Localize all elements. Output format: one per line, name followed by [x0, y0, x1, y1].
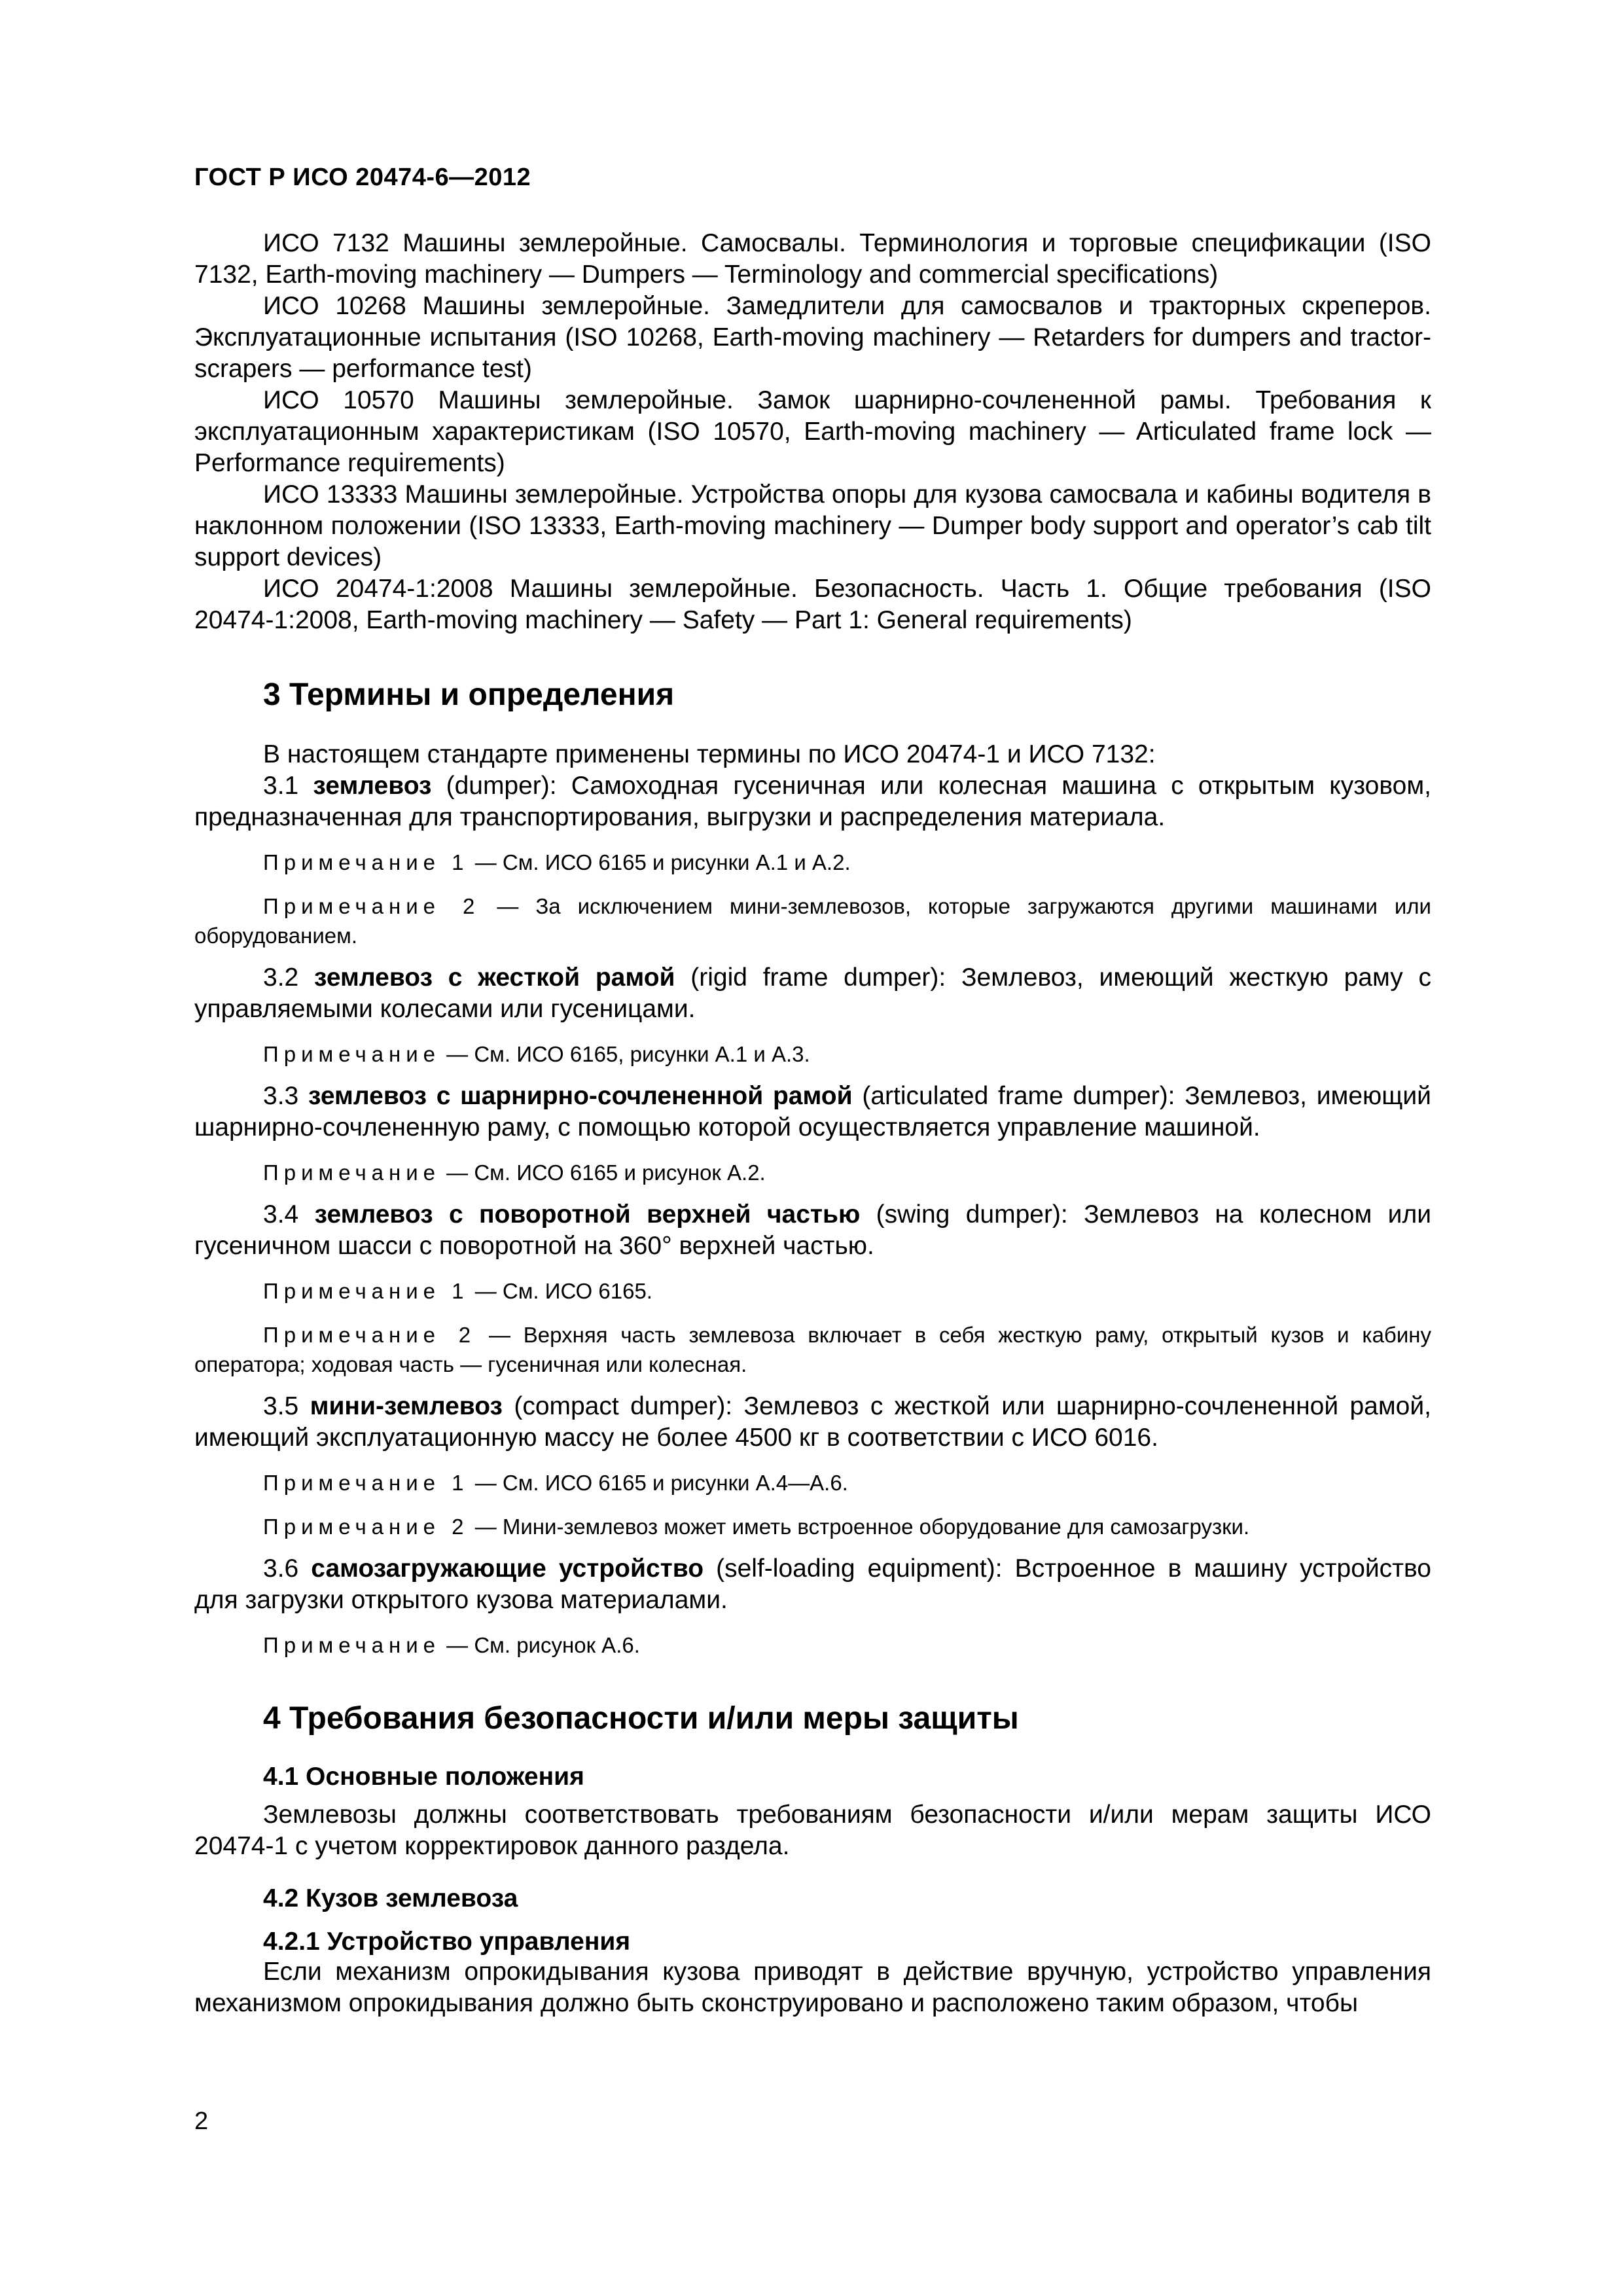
section-3-heading: 3 Термины и определения [263, 677, 675, 712]
term-text: (swing dumper): Землевоз на колесном или гусеничном шасси с поворотной на 360° верхней частью. [194, 1200, 1431, 1260]
term-definition [194, 1391, 1431, 1454]
term-note [194, 1630, 1431, 1660]
page-content [194, 228, 1431, 2019]
subsection-4-2-1-heading: 4.2.1 Устройство управления [263, 1928, 631, 1956]
term-text: (rigid frame dumper): Землевоз, имеющий жесткую раму с управляемыми колесами или гусеницами. [194, 963, 1431, 1023]
term-note [194, 848, 1431, 877]
references-list [194, 228, 1431, 636]
terms-list [194, 770, 1431, 1660]
term-note [194, 1158, 1431, 1187]
reference-item: ИСО 13333 Машины землеройные. Устройства опоры для кузова самосвала и кабины водителя в наклонном положении (ISO 13333, Earth-moving machinery — Dumper body support and operator’s cab tilt support devices) [194, 480, 1431, 571]
term-name: землевоз с поворотной верхней частью [314, 1200, 861, 1229]
page-number: 2 [194, 2108, 209, 2135]
term-definition [194, 770, 1431, 833]
subsection-4-2-1-text: Если механизм опрокидывания кузова приводят в действие вручную, устройство управления механизмом опрокидывания должно быть сконструировано и расположено таким образом, чтобы [194, 1958, 1431, 2017]
note-label: Примечание 2 [263, 894, 480, 918]
note-text: — См. ИСО 6165 и рисунки А.4—А.6. [469, 1471, 848, 1495]
reference-item: ИСО 7132 Машины землеройные. Самосвалы. Терминология и торговые спецификации (ISO 7132, Earth-moving machinery — Dumpers — Terminology and commercial specifications) [194, 229, 1431, 289]
term-note [194, 1276, 1431, 1306]
reference-item: ИСО 10570 Машины землеройные. Замок шарнирно-сочлененной рамы. Требования к эксплуатационным характеристикам (ISO 10570, Earth-moving machinery — Articulated frame lock — Performance requirements) [194, 386, 1431, 477]
note-label: Примечание [263, 1633, 441, 1657]
section-3-intro: В настоящем стандарте применены термины по ИСО 20474-1 и ИСО 7132: [263, 740, 1156, 768]
term-note [194, 891, 1431, 950]
term-note [194, 1320, 1431, 1379]
subsection-4-2-heading: 4.2 Кузов землевоза [263, 1884, 518, 1912]
note-label: Примечание 2 [263, 1515, 469, 1539]
term-definition [194, 1553, 1431, 1616]
section-4-heading: 4 Требования безопасности и/или меры защиты [263, 1701, 1019, 1736]
subsection-4-1-heading: 4.1 Основные положения [263, 1763, 584, 1791]
note-text: — См. рисунок А.6. [440, 1633, 640, 1657]
term-number: 3.1 [263, 772, 313, 800]
term-number: 3.4 [263, 1200, 315, 1229]
term-definition [194, 1081, 1431, 1143]
term-number: 3.3 [263, 1082, 308, 1110]
term-name: самозагружающие устройство [311, 1554, 704, 1583]
term-text: (self-loading equipment): Встроенное в машину устройство для загрузки открытого кузова материалами. [194, 1554, 1432, 1614]
note-text: — См. ИСО 6165. [469, 1279, 652, 1303]
note-text: — См. ИСО 6165, рисунки А.1 и А.3. [440, 1042, 810, 1066]
note-text: — Верхняя часть землевоза включает в себя жесткую раму, открытый кузов и кабину оператора; ходовая часть — гусеничная или колесная. [194, 1323, 1431, 1376]
term-name: землевоз с жесткой рамой [313, 963, 675, 992]
note-label: Примечание 1 [263, 850, 469, 874]
note-text: — Мини-землевоз может иметь встроенное оборудование для самозагрузки. [469, 1515, 1250, 1539]
term-note [194, 1468, 1431, 1498]
reference-item: ИСО 20474-1:2008 Машины землеройные. Безопасность. Часть 1. Общие требования (ISO 20474-1:2008, Earth-moving machinery — Safety — Part 1: General requirements) [194, 575, 1431, 634]
term-text: (articulated frame dumper): Землевоз, имеющий шарнирно-сочлененную раму, с помощью которой осуществляется управление машиной. [194, 1082, 1431, 1141]
term-number: 3.5 [263, 1392, 310, 1420]
note-text: — См. ИСО 6165 и рисунки А.1 и А.2. [469, 850, 851, 874]
note-label: Примечание 2 [263, 1323, 476, 1347]
note-label: Примечание [263, 1042, 441, 1066]
term-number: 3.6 [263, 1554, 312, 1583]
term-definition [194, 962, 1431, 1025]
term-text: (compact dumper): Землевоз с жесткой или шарнирно-сочлененной рамой, имеющий эксплуатационную массу не более 4500 кг в соответствии с ИСО 6016. [194, 1392, 1431, 1452]
term-text: (dumper): Самоходная гусеничная или колесная машина с открытым кузовом, предназначенная для транспортирования, выгрузки и распределения материала. [194, 772, 1431, 831]
note-label: Примечание [263, 1160, 441, 1185]
note-label: Примечание 1 [263, 1471, 469, 1495]
note-text: — См. ИСО 6165 и рисунок А.2. [440, 1160, 766, 1185]
note-label: Примечание 1 [263, 1279, 469, 1303]
note-text: — За исключением мини-землевозов, которые загружаются другими машинами или оборудованием. [194, 894, 1431, 948]
reference-item: ИСО 10268 Машины землеройные. Замедлители для самосвалов и тракторных скреперов. Эксплуатационные испытания (ISO 10268, Earth-moving machinery — Retarders for dumpers and tractor-scrapers — performance test) [194, 292, 1431, 383]
term-definition [194, 1199, 1431, 1262]
term-number: 3.2 [263, 963, 314, 992]
term-note [194, 1512, 1431, 1541]
standard-header: ГОСТ Р ИСО 20474-6—2012 [194, 164, 531, 191]
term-note [194, 1039, 1431, 1069]
term-name: мини-землевоз [310, 1392, 503, 1420]
term-name: землевоз [313, 772, 432, 800]
subsection-4-1-text: Землевозы должны соответствовать требованиям безопасности и/или мерам защиты ИСО 20474-1 с учетом корректировок данного раздела. [194, 1801, 1431, 1860]
term-name: землевоз с шарнирно-сочлененной рамой [308, 1082, 853, 1110]
